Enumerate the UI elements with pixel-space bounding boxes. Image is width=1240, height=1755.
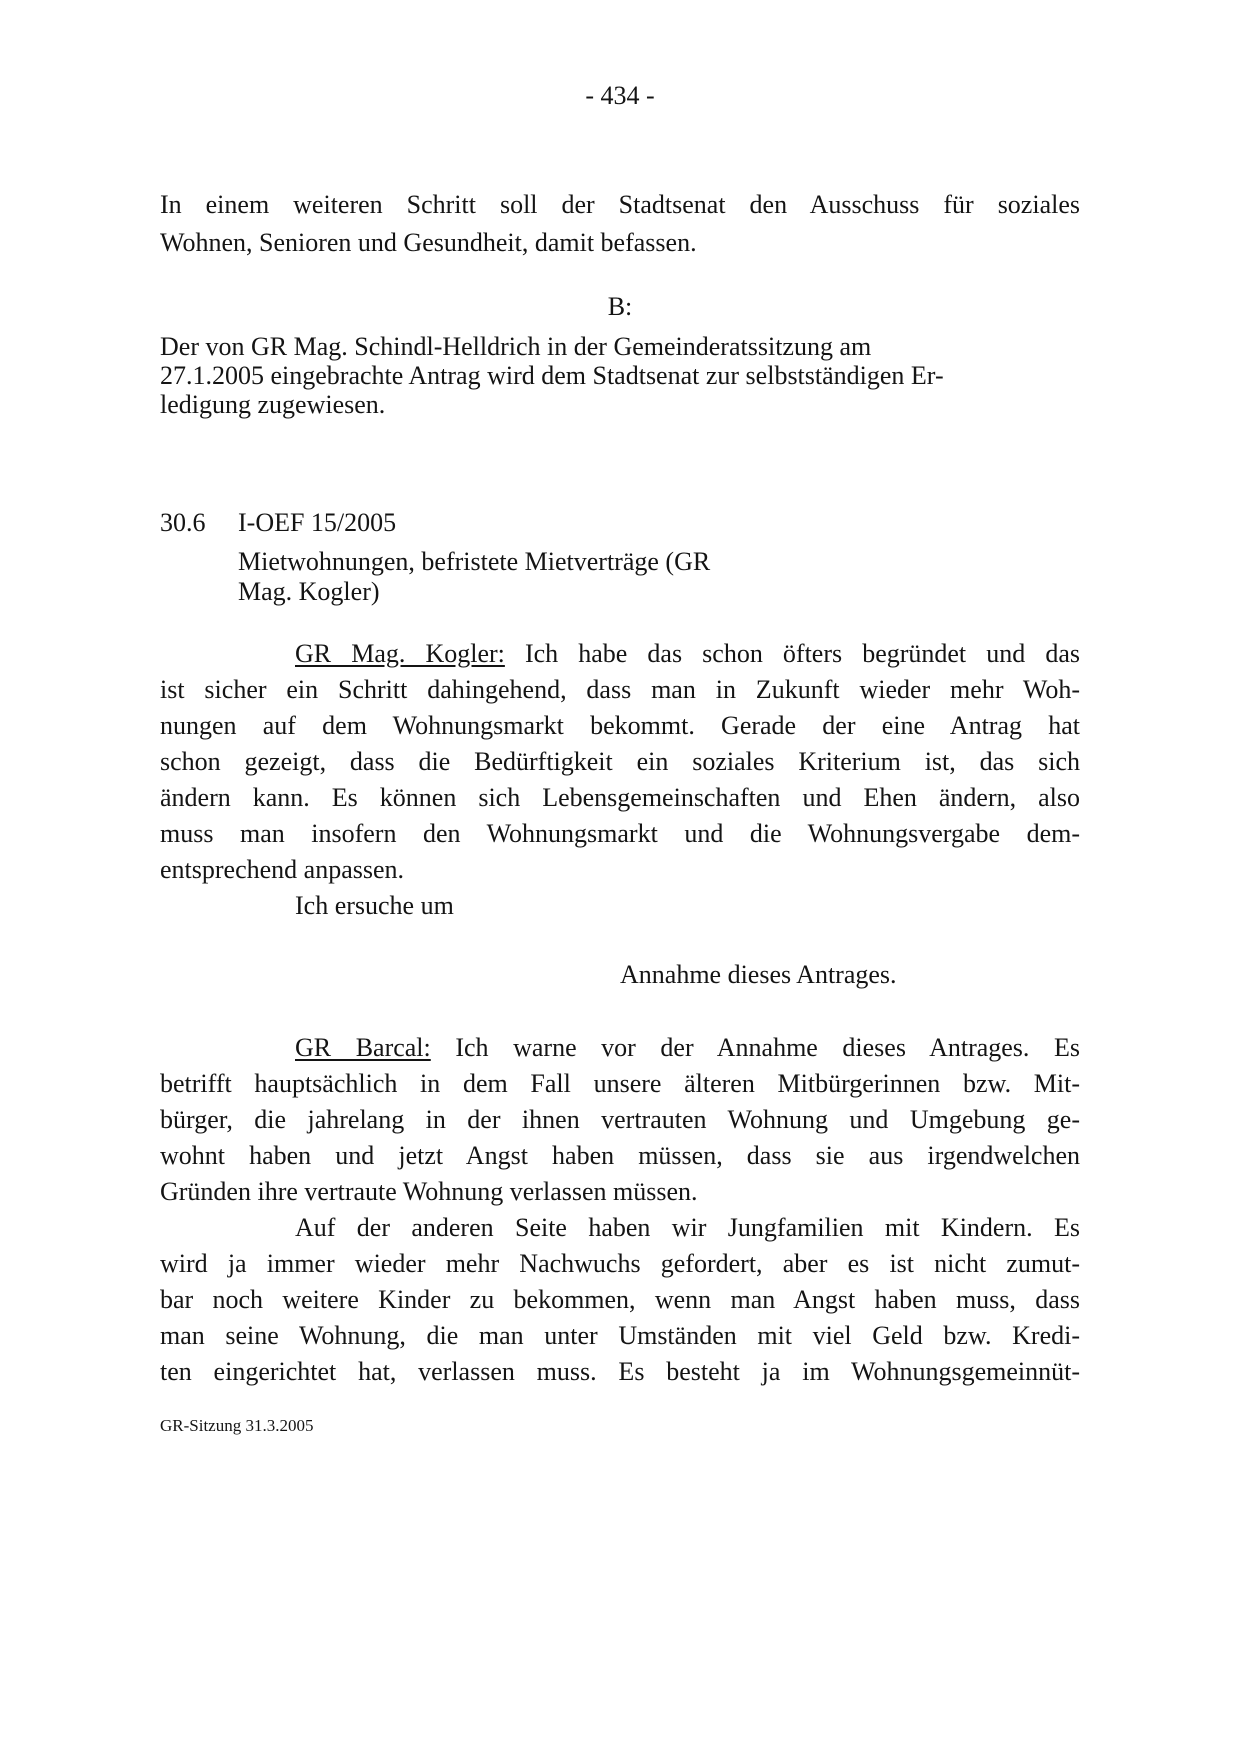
text-segment: man seine Wohnung, die man unter Umständen mit viel Geld bzw. Kredi- <box>160 1321 1080 1350</box>
speaker-name: GR Barcal: <box>295 1033 431 1062</box>
text-line <box>160 888 1080 924</box>
text-line <box>160 744 1080 780</box>
text-segment: Gründen ihre vertraute Wohnung verlassen müssen. <box>160 1177 698 1206</box>
text-line <box>160 1102 1080 1138</box>
text-segment: Annahme dieses Antrages. <box>620 960 897 989</box>
resolution-paragraph <box>160 332 1080 419</box>
text-line <box>160 816 1080 852</box>
speaker-name: GR Mag. Kogler: <box>295 639 505 668</box>
motion-acceptance-line <box>160 957 1080 993</box>
intro-paragraph <box>160 186 1080 262</box>
text-segment: bar noch weitere Kinder zu bekommen, wenn man Angst haben muss, dass <box>160 1285 1080 1314</box>
text-segment: Ich ersuche um <box>295 891 454 920</box>
text-segment: ten eingerichtet hat, verlassen muss. Es besteht ja im Wohnungsgemeinnüt- <box>160 1357 1080 1386</box>
text-line <box>160 780 1080 816</box>
speech-opening-line <box>160 636 1080 672</box>
text-line <box>160 1138 1080 1174</box>
text-segment: bürger, die jahrelang in der ihnen vertrauten Wohnung und Umgebung ge- <box>160 1105 1080 1134</box>
text-line <box>160 1318 1080 1354</box>
document-content <box>160 186 1080 1390</box>
text-line <box>160 186 1080 224</box>
text-line <box>160 577 1080 607</box>
text-segment: Mietwohnungen, befristete Mietverträge (GR <box>238 547 711 576</box>
text-segment: ist sicher ein Schritt dahingehend, dass man in Zukunft wieder mehr Woh- <box>160 675 1080 704</box>
text-line <box>160 292 1080 322</box>
text-segment: 30.6 <box>160 508 206 537</box>
text-segment: ändern kann. Es können sich Lebensgemeinschaften und Ehen ändern, also <box>160 783 1080 812</box>
agenda-item-heading <box>160 507 1080 539</box>
text-segment: Der von GR Mag. Schindl-Helldrich in der Gemeinderatssitzung am <box>160 332 872 361</box>
speech-barcal-continued <box>160 1210 1080 1390</box>
speech-barcal <box>160 1030 1080 1210</box>
text-segment: Ich warne vor der Annahme dieses Antrages. Es <box>430 1033 1080 1062</box>
text-segment: 27.1.2005 eingebrachte Antrag wird dem Stadtsenat zur selbstständigen Er- <box>160 361 944 390</box>
text-line <box>160 1066 1080 1102</box>
text-line <box>160 672 1080 708</box>
text-line <box>160 1282 1080 1318</box>
text-line <box>160 547 1080 577</box>
agenda-item-number-line <box>160 507 1080 539</box>
speech-kogler <box>160 636 1080 888</box>
text-segment: entsprechend anpassen. <box>160 855 405 884</box>
text-segment: B: <box>607 292 633 321</box>
text-line <box>160 1354 1080 1390</box>
text-line <box>160 361 1080 390</box>
text-segment: nungen auf dem Wohnungsmarkt bekommt. Gerade der eine Antrag hat <box>160 711 1080 740</box>
agenda-item-subtitle <box>160 547 1080 607</box>
text-line <box>160 1174 1080 1210</box>
text-segment: betrifft hauptsächlich in dem Fall unsere älteren Mitbürgerinnen bzw. Mit- <box>160 1069 1080 1098</box>
text-segment: In einem weiteren Schritt soll der Stadtsenat den Ausschuss für soziales <box>160 190 1080 219</box>
page-footer: GR-Sitzung 31.3.2005 <box>160 1416 314 1435</box>
text-segment: Auf der anderen Seite haben wir Jungfamilien mit Kindern. Es <box>295 1213 1080 1242</box>
text-segment: I-OEF 15/2005 <box>238 508 397 537</box>
text-line <box>160 224 1080 262</box>
text-segment: wird ja immer wieder mehr Nachwuchs gefordert, aber es ist nicht zumut- <box>160 1249 1080 1278</box>
text-line <box>160 332 1080 361</box>
text-segment: Mag. Kogler) <box>238 577 380 606</box>
text-line <box>160 852 1080 888</box>
text-segment: muss man insofern den Wohnungsmarkt und die Wohnungsvergabe dem- <box>160 819 1080 848</box>
text-line <box>160 957 1080 993</box>
text-segment: ledigung zugewiesen. <box>160 390 386 419</box>
section-b-label <box>160 292 1080 322</box>
text-line <box>160 708 1080 744</box>
text-line <box>160 1210 1080 1246</box>
text-segment: Ich habe das schon öfters begründet und das <box>504 639 1080 668</box>
page-number: - 434 - <box>585 81 655 110</box>
text-line <box>160 1246 1080 1282</box>
text-line <box>160 390 1080 419</box>
text-segment: Wohnen, Senioren und Gesundheit, damit befassen. <box>160 228 697 257</box>
text-segment: schon gezeigt, dass die Bedürftigkeit ein soziales Kriterium ist, das sich <box>160 747 1080 776</box>
request-line <box>160 888 1080 924</box>
speech-opening-line <box>160 1030 1080 1066</box>
text-segment: wohnt haben und jetzt Angst haben müssen, dass sie aus irgendwelchen <box>160 1141 1080 1170</box>
